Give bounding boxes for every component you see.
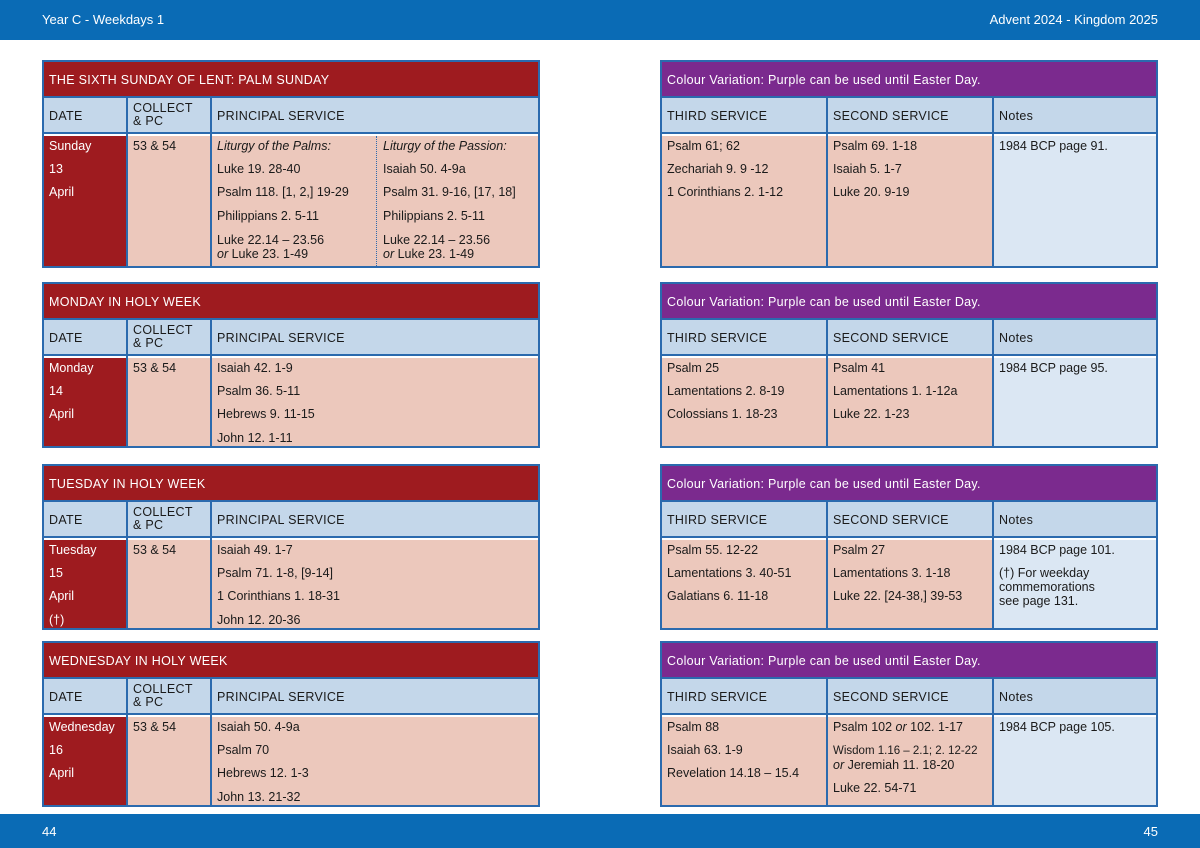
page-footer-bar	[0, 814, 1200, 848]
principal-body: 53 & 54 Isaiah 42. 1-9 Psalm 36. 5-11 Hebrews 9. 11-15 John 12. 1-11	[128, 358, 538, 446]
third-service-header: THIRD SERVICE	[662, 502, 826, 538]
collect-value: 53 & 54	[133, 139, 177, 153]
collect-value: 53 & 54	[133, 720, 177, 734]
date-column: Monday 14 April	[44, 358, 126, 446]
tuesday-services-table: Colour Variation: Purple can be used until Easter Day. THIRD SERVICE SECOND SERVICE Notes Psalm 55. 12-22 Lamentations 3. 40-51 Galatians 6. 11-18 Psalm 27 Lamentations 3. 1-18 Luke 22. [24-38,] 39-53 1984 BCP page 101. (†) For weekday commemorations see page 131.	[660, 464, 1158, 630]
date-column: Tuesday 15 April (†)	[44, 540, 126, 628]
date-column: Wednesday 16 April	[44, 717, 126, 805]
collect-header: COLLECT & PC	[128, 679, 210, 715]
monday-table	[42, 282, 540, 448]
principal-header: PRINCIPAL SERVICE	[212, 502, 538, 538]
colour-variation-title: Colour Variation: Purple can be used until Easter Day.	[662, 466, 1156, 502]
table-title: TUESDAY IN HOLY WEEK	[44, 466, 538, 502]
table-title: MONDAY IN HOLY WEEK	[44, 284, 538, 320]
palm-sunday-services-table: Colour Variation: Purple can be used until Easter Day. THIRD SERVICE SECOND SERVICE Notes Psalm 61; 62 Zechariah 9. 9 -12 1 Corinthians 2. 1-12 Psalm 69. 1-18 Isaiah 5. 1-7 Luke 20. 9-19 1984 BCP page 91.	[660, 60, 1158, 268]
third-service-header: THIRD SERVICE	[662, 98, 826, 134]
notes-header: Notes	[994, 502, 1156, 538]
collect-header: COLLECT & PC	[128, 502, 210, 538]
third-service-header: THIRD SERVICE	[662, 320, 826, 356]
collect-header: COLLECT & PC	[128, 98, 210, 134]
tuesday-table	[42, 464, 540, 630]
second-service-header: SECOND SERVICE	[828, 320, 992, 356]
notes-column: 1984 BCP page 105.	[994, 717, 1156, 805]
header-right-text: Advent 2024 - Kingdom 2025	[989, 12, 1158, 27]
notes-header: Notes	[994, 320, 1156, 356]
table-title: THE SIXTH SUNDAY OF LENT: PALM SUNDAY	[44, 62, 538, 98]
third-service-header: THIRD SERVICE	[662, 679, 826, 715]
date-header: DATE	[44, 98, 126, 134]
colour-variation-title: Colour Variation: Purple can be used until Easter Day.	[662, 62, 1156, 98]
wednesday-table	[42, 641, 540, 807]
date-column: Sunday 13 April	[44, 136, 126, 266]
date-header: DATE	[44, 320, 126, 356]
notes-column: 1984 BCP page 95.	[994, 358, 1156, 446]
table-title: WEDNESDAY IN HOLY WEEK	[44, 643, 538, 679]
second-service-header: SECOND SERVICE	[828, 98, 992, 134]
notes-header: Notes	[994, 679, 1156, 715]
principal-header: PRINCIPAL SERVICE	[212, 679, 538, 715]
principal-header: PRINCIPAL SERVICE	[212, 98, 538, 134]
collect-value: 53 & 54	[133, 543, 177, 557]
header-left-text: Year C - Weekdays 1	[42, 12, 165, 27]
page-number-left: 44	[42, 824, 57, 839]
palm-sunday-table	[42, 60, 540, 268]
monday-services-table: Colour Variation: Purple can be used until Easter Day. THIRD SERVICE SECOND SERVICE Notes Psalm 25 Lamentations 2. 8-19 Colossians 1. 18-23 Psalm 41 Lamentations 1. 1-12a Luke 22. 1-23 1984 BCP page 95.	[660, 282, 1158, 448]
notes-column: 1984 BCP page 101. (†) For weekday commemorations see page 131.	[994, 540, 1156, 628]
notes-header: Notes	[994, 98, 1156, 134]
collect-header: COLLECT & PC	[128, 320, 210, 356]
principal-body: 53 & 54 Isaiah 50. 4-9a Psalm 70 Hebrews 12. 1-3 John 13. 21-32	[128, 717, 538, 805]
principal-body: 53 & 54 Isaiah 49. 1-7 Psalm 71. 1-8, [9-14] 1 Corinthians 1. 18-31 John 12. 20-36	[128, 540, 538, 628]
page-header-bar	[0, 0, 1200, 40]
second-service-header: SECOND SERVICE	[828, 502, 992, 538]
date-header: DATE	[44, 502, 126, 538]
wednesday-services-table: Colour Variation: Purple can be used until Easter Day. THIRD SERVICE SECOND SERVICE Notes Psalm 88 Isaiah 63. 1-9 Revelation 14.18 – 15.4 Psalm 102 or 102. 1-17 Wisdom 1.16 – 2.1; 2. 12-22 or Jeremiah 11. 18-20 Luke 22. 54-71 1984 BCP page 105.	[660, 641, 1158, 807]
principal-header: PRINCIPAL SERVICE	[212, 320, 538, 356]
colour-variation-title: Colour Variation: Purple can be used until Easter Day.	[662, 643, 1156, 679]
second-service-header: SECOND SERVICE	[828, 679, 992, 715]
page-number-right: 45	[1143, 824, 1158, 839]
principal-body: 53 & 54 Liturgy of the Palms: Luke 19. 28-40 Psalm 118. [1, 2,] 19-29 Philippians 2. 5-11 Luke 22.14 – 23.56 or Luke 23. 1-49 Liturgy of the Passion: Isaiah 50. 4-9a Psalm 31. 9-16, [17, 18] Philippians 2. 5-11 Luke 22.14 – 23.56 or Luke 23. 1-49	[128, 136, 538, 266]
notes-column: 1984 BCP page 91.	[994, 136, 1156, 266]
collect-value: 53 & 54	[133, 361, 177, 375]
date-header: DATE	[44, 679, 126, 715]
colour-variation-title: Colour Variation: Purple can be used until Easter Day.	[662, 284, 1156, 320]
